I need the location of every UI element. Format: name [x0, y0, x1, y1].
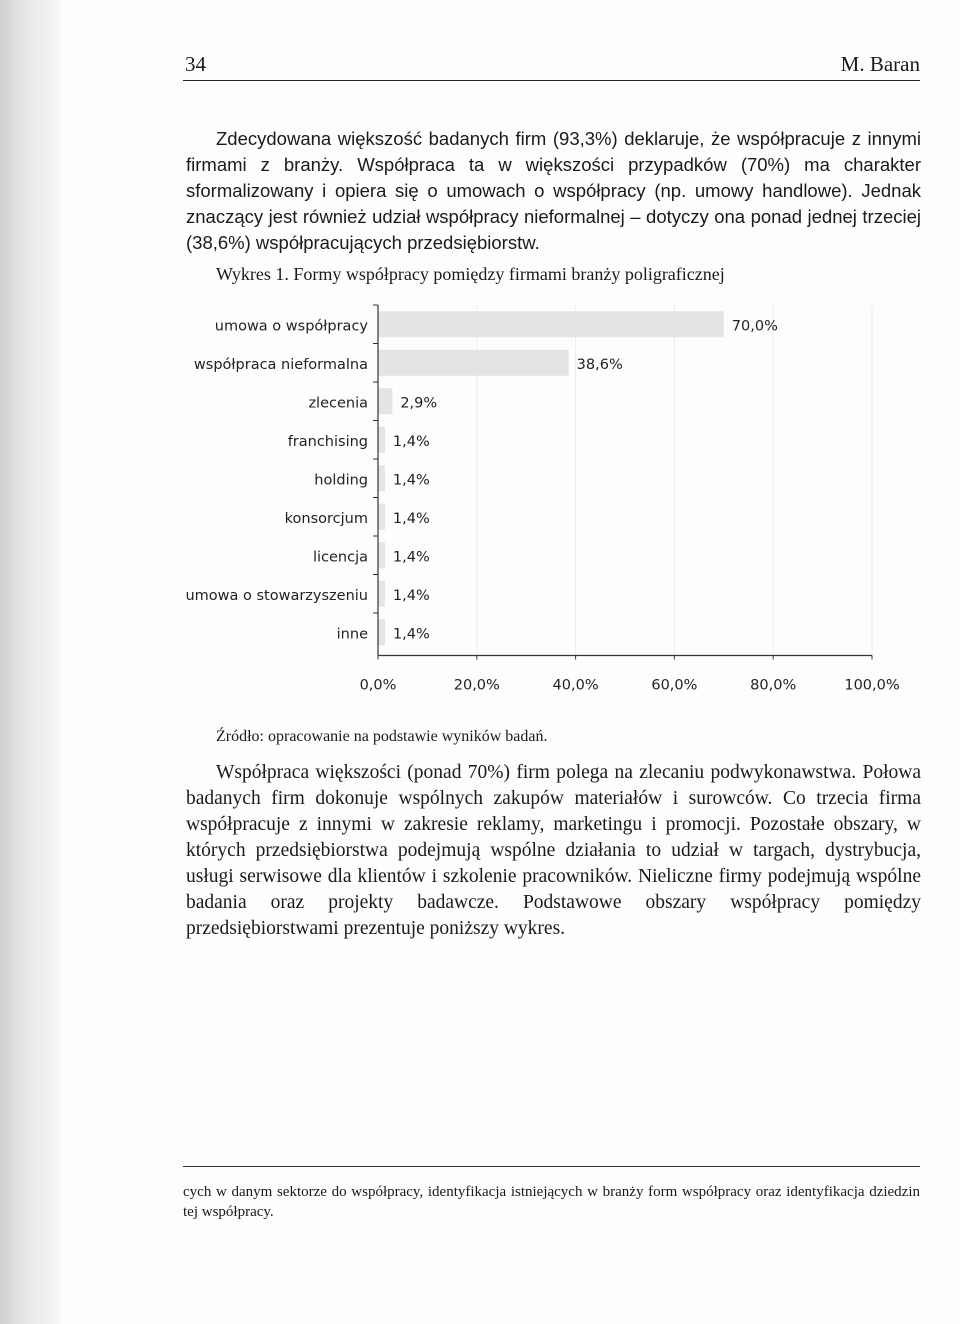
footnote: cych w danym sektorze do współpracy, identyfikacja istniejących w branży form współpracy oraz identyfikacja dziedzin tej współpracy. — [183, 1184, 920, 1220]
category-label: holding — [314, 472, 368, 489]
bar — [378, 581, 385, 607]
value-label: 1,4% — [392, 626, 430, 643]
page-header — [183, 52, 920, 81]
figure-caption: Wykres 1. Formy współpracy pomiędzy firmami branży poligraficznej — [216, 264, 725, 284]
category-label: współpraca nieformalna — [193, 356, 368, 373]
value-label: 1,4% — [392, 433, 430, 450]
source-note: Źródło: opracowanie na podstawie wyników badań. — [216, 728, 548, 745]
bar — [378, 619, 385, 645]
bar — [378, 350, 569, 376]
footnote-rule — [183, 1166, 920, 1167]
paragraph-intro: Zdecydowana większość badanych firm (93,3%) deklaruje, że współpracuje z innymi firmami z branży. Współpraca ta w większości przypadków (70%) ma charakter sformalizowany i opiera się o umowach o współpracy (np. umowy handlowe). Jednak znaczący jest również udział współpracy nieformalnej – dotyczy ona ponad jednej trzeciej (38,6%) współpracujących przedsiębiorstw. — [186, 128, 921, 253]
page-number: 34 — [185, 52, 206, 76]
bar — [378, 388, 392, 414]
x-tick-label: 100,0% — [844, 677, 900, 694]
category-label: inne — [336, 626, 368, 643]
value-label: 2,9% — [400, 395, 438, 412]
x-tick-label: 20,0% — [453, 677, 500, 694]
bar — [378, 542, 385, 568]
value-label: 1,4% — [392, 472, 430, 489]
category-label: umowa o współpracy — [214, 318, 368, 335]
bar-chart — [0, 295, 960, 715]
category-label: zlecenia — [308, 395, 368, 412]
x-tick-label: 40,0% — [552, 677, 599, 694]
value-label: 1,4% — [392, 510, 430, 527]
x-tick-label: 80,0% — [750, 677, 797, 694]
value-label: 38,6% — [576, 356, 623, 373]
bar — [378, 311, 724, 337]
x-tick-label: 60,0% — [651, 677, 698, 694]
value-label: 70,0% — [731, 318, 778, 335]
category-label: franchising — [287, 433, 368, 450]
x-tick-label: 0,0% — [359, 677, 397, 694]
bar — [378, 504, 385, 530]
value-label: 1,4% — [392, 587, 430, 604]
bar — [378, 465, 385, 491]
running-author: M. Baran — [840, 52, 920, 76]
category-label: licencja — [312, 549, 368, 566]
category-label: konsorcjum — [284, 510, 368, 527]
paragraph-main: Współpraca większości (ponad 70%) firm polega na zlecaniu podwykonawstwa. Połowa badanych firm dokonuje wspólnych zakupów materiałów i surowców. Co trzecia firma współpracuje z innymi w zakresie reklamy, marketingu i promocji. Pozostałe obszary, w których przedsiębiorstwa podejmują wspólne działania to udział w targach, dystrybucja, usługi serwisowe dla klientów i szkolenie pracowników. Nieliczne firmy podejmują wspólne badania oraz projekty badawcze. Podstawowe obszary współpracy pomiędzy przedsiębiorstwami prezentuje poniższy wykres. — [186, 762, 921, 939]
category-label: umowa o stowarzyszeniu — [185, 587, 368, 604]
bar — [378, 427, 385, 453]
value-label: 1,4% — [392, 549, 430, 566]
